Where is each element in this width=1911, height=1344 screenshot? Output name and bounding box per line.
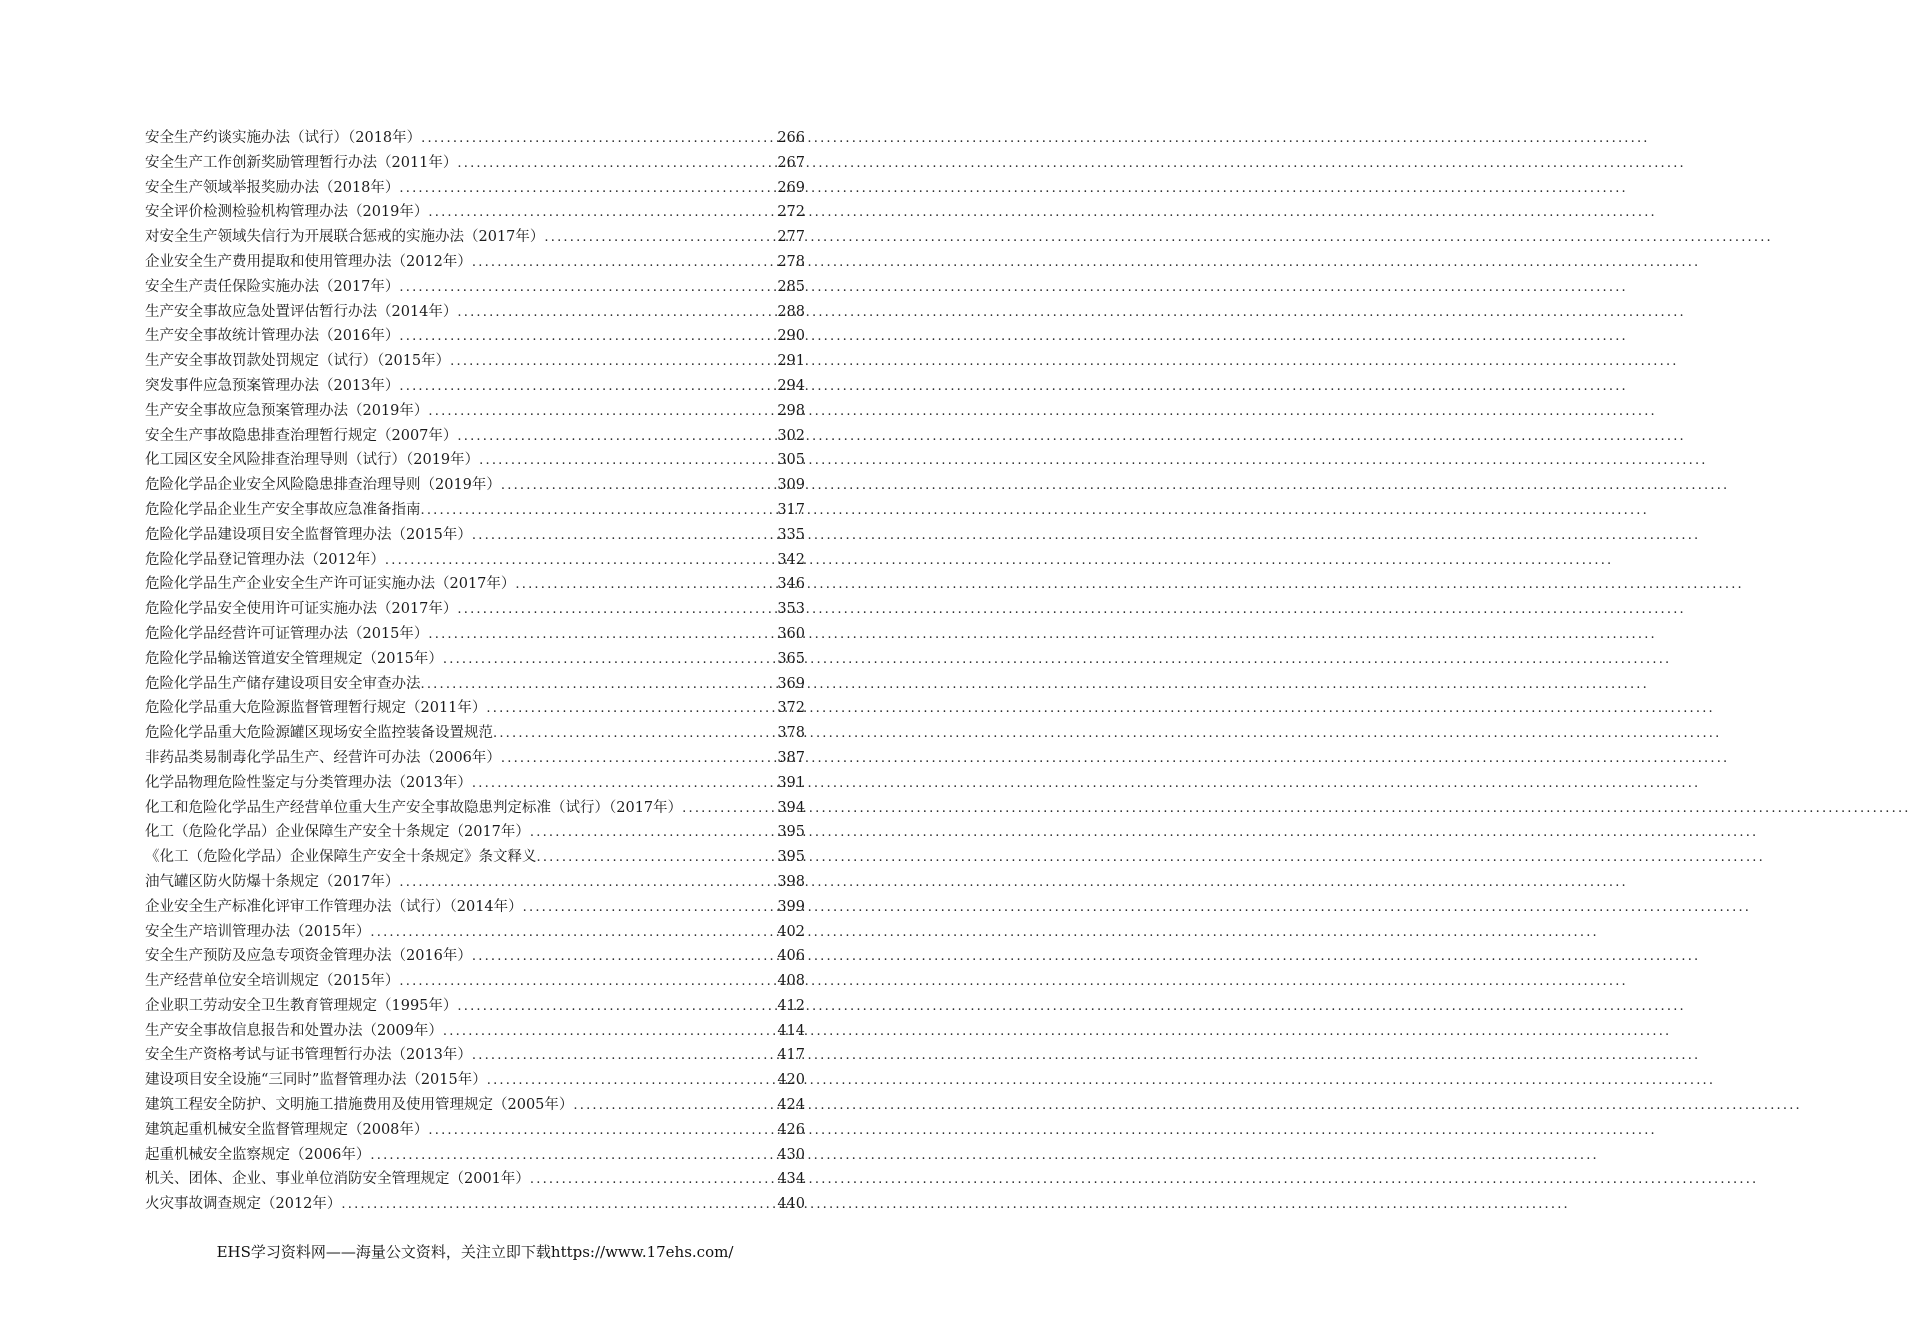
toc-dot-leader bbox=[457, 301, 775, 326]
toc-entry[interactable] bbox=[145, 622, 805, 647]
toc-entry-title: 危险化学品登记管理办法（2012年） bbox=[145, 551, 385, 568]
toc-entry[interactable] bbox=[145, 820, 805, 845]
toc-entry-page: 372 bbox=[777, 700, 805, 717]
toc-entry-title: 化工（危险化学品）企业保障生产安全十条规定（2017年） bbox=[145, 824, 530, 841]
toc-dot-leader bbox=[501, 747, 775, 772]
toc-dot-leader bbox=[530, 821, 775, 846]
toc-entry-page: 285 bbox=[777, 278, 805, 295]
toc-dot-leader bbox=[472, 945, 775, 970]
toc-entry-page: 426 bbox=[777, 1121, 805, 1138]
toc-dot-leader bbox=[493, 722, 775, 747]
toc-entry-title: 化工园区安全风险排查治理导则（试行）（2019年） bbox=[145, 452, 480, 469]
toc-entry-title: 化工和危险化学品生产经营单位重大生产安全事故隐患判定标准（试行）（2017年） bbox=[145, 799, 683, 816]
toc-entry[interactable] bbox=[145, 424, 805, 449]
toc-entry-title: 建设项目安全设施“三同时”监督管理办法（2015年） bbox=[145, 1072, 487, 1089]
toc-dot-leader bbox=[450, 350, 775, 375]
toc-entry-page: 440 bbox=[777, 1196, 805, 1213]
toc-entry[interactable] bbox=[145, 1192, 805, 1217]
toc-entry[interactable] bbox=[145, 498, 805, 523]
toc-dot-leader bbox=[399, 177, 775, 202]
toc-entry-page: 406 bbox=[777, 948, 805, 965]
toc-dot-leader bbox=[457, 995, 775, 1020]
toc-dot-leader bbox=[385, 549, 775, 574]
toc-entry[interactable] bbox=[145, 746, 805, 771]
toc-entry-page: 266 bbox=[777, 130, 805, 146]
toc-entry-title: 安全生产事故隐患排查治理暂行规定（2007年） bbox=[145, 427, 458, 444]
toc-dot-leader bbox=[428, 623, 775, 648]
toc-entry-page: 424 bbox=[777, 1097, 805, 1114]
toc-dot-leader bbox=[487, 1069, 776, 1094]
document-page bbox=[0, 0, 950, 1344]
toc-entry-title: 企业职工劳动安全卫生教育管理规定（1995年） bbox=[145, 997, 458, 1014]
toc-entry-page: 342 bbox=[777, 551, 805, 568]
toc-dot-leader bbox=[428, 1119, 775, 1144]
toc-entry[interactable] bbox=[145, 845, 805, 870]
toc-entry-page: 417 bbox=[777, 1047, 805, 1064]
toc-entry[interactable] bbox=[145, 969, 805, 994]
toc-entry-page: 277 bbox=[777, 229, 805, 246]
toc-entry-title: 火灾事故调查规定（2012年） bbox=[145, 1196, 342, 1213]
table-of-contents bbox=[145, 126, 805, 1217]
toc-entry[interactable] bbox=[145, 672, 805, 697]
toc-entry-page: 360 bbox=[777, 625, 805, 642]
toc-entry-page: 298 bbox=[777, 402, 805, 419]
toc-dot-leader bbox=[457, 152, 775, 177]
toc-entry-title: 企业安全生产标准化评审工作管理办法（试行）（2014年） bbox=[145, 898, 523, 915]
toc-dot-leader bbox=[399, 325, 775, 350]
toc-entry-title: 生产安全事故统计管理办法（2016年） bbox=[145, 328, 400, 345]
toc-entry-title: 《化工（危险化学品）企业保障生产安全十条规定》条文释义 bbox=[145, 849, 537, 866]
toc-entry-title: 安全生产资格考试与证书管理暂行办法（2013年） bbox=[145, 1047, 472, 1064]
toc-entry-page: 290 bbox=[777, 328, 805, 345]
toc-dot-leader bbox=[370, 921, 775, 946]
toc-dot-leader bbox=[682, 797, 775, 822]
toc-entry-title: 危险化学品企业生产安全事故应急准备指南 bbox=[145, 501, 421, 518]
toc-entry[interactable] bbox=[145, 1093, 805, 1118]
toc-entry-title: 生产安全事故应急预案管理办法（2019年） bbox=[145, 402, 429, 419]
toc-entry-title: 机关、团体、企业、事业单位消防安全管理规定（2001年） bbox=[145, 1171, 530, 1188]
toc-entry[interactable] bbox=[145, 796, 805, 821]
toc-dot-leader bbox=[399, 871, 775, 896]
toc-dot-leader bbox=[573, 1094, 775, 1119]
toc-entry-title: 危险化学品安全使用许可证实施办法（2017年） bbox=[145, 601, 458, 618]
toc-entry[interactable] bbox=[145, 572, 805, 597]
toc-entry-page: 272 bbox=[777, 204, 805, 221]
toc-entry-title: 生产安全事故应急处置评估暂行办法（2014年） bbox=[145, 303, 458, 320]
toc-entry-title: 化学品物理危险性鉴定与分类管理办法（2013年） bbox=[145, 774, 472, 791]
toc-entry-page: 408 bbox=[777, 973, 805, 990]
toc-entry[interactable] bbox=[145, 250, 805, 275]
toc-entry-page: 414 bbox=[777, 1022, 805, 1039]
toc-entry-title: 危险化学品输送管道安全管理规定（2015年） bbox=[145, 650, 443, 667]
toc-dot-leader bbox=[399, 970, 775, 995]
toc-entry[interactable] bbox=[145, 399, 805, 424]
toc-entry-page: 335 bbox=[777, 526, 805, 543]
toc-entry-page: 394 bbox=[777, 799, 805, 816]
toc-entry[interactable] bbox=[145, 374, 805, 399]
toc-entry-page: 434 bbox=[777, 1171, 805, 1188]
toc-entry-page: 353 bbox=[777, 601, 805, 618]
footer-banner[interactable]: EHS学习资料网——海量公文资料，关注立即下载https://www.17ehs.com/ bbox=[216, 1243, 734, 1261]
toc-dot-leader bbox=[421, 673, 776, 698]
toc-entry-page: 309 bbox=[777, 477, 805, 494]
toc-entry-title: 安全生产约谈实施办法（试行）（2018年） bbox=[145, 130, 422, 146]
toc-entry-title: 安全生产领域举报奖励办法（2018年） bbox=[145, 179, 400, 196]
toc-entry[interactable] bbox=[145, 870, 805, 895]
toc-dot-leader bbox=[421, 127, 775, 152]
toc-entry-title: 危险化学品生产企业安全生产许可证实施办法（2017年） bbox=[145, 576, 516, 593]
toc-entry[interactable] bbox=[145, 895, 805, 920]
toc-entry[interactable] bbox=[145, 448, 805, 473]
toc-dot-leader bbox=[544, 226, 775, 251]
toc-entry[interactable] bbox=[145, 1019, 805, 1044]
toc-entry-page: 378 bbox=[777, 725, 805, 742]
toc-entry-page: 399 bbox=[777, 898, 805, 915]
toc-dot-leader bbox=[370, 1144, 775, 1169]
toc-entry[interactable] bbox=[145, 548, 805, 573]
toc-entry-title: 危险化学品企业安全风险隐患排查治理导则（2019年） bbox=[145, 477, 501, 494]
toc-entry-title: 对安全生产领域失信行为开展联合惩戒的实施办法（2017年） bbox=[145, 229, 545, 246]
toc-dot-leader bbox=[443, 1020, 775, 1045]
toc-entry-title: 建筑工程安全防护、文明施工措施费用及使用管理规定（2005年） bbox=[145, 1097, 574, 1114]
toc-entry[interactable] bbox=[145, 994, 805, 1019]
toc-dot-leader bbox=[341, 1193, 775, 1218]
toc-entry-title: 安全生产责任保险实施办法（2017年） bbox=[145, 278, 400, 295]
toc-dot-leader bbox=[501, 474, 775, 499]
toc-entry[interactable] bbox=[145, 151, 805, 176]
toc-entry-page: 294 bbox=[777, 377, 805, 394]
toc-entry-title: 安全生产工作创新奖励管理暂行办法（2011年） bbox=[145, 154, 458, 171]
toc-entry[interactable] bbox=[145, 944, 805, 969]
toc-entry-title: 生产安全事故罚款处罚规定（试行）（2015年） bbox=[145, 353, 451, 370]
toc-entry[interactable] bbox=[145, 1143, 805, 1168]
toc-dot-leader bbox=[428, 201, 775, 226]
toc-dot-leader bbox=[428, 400, 775, 425]
toc-entry[interactable] bbox=[145, 771, 805, 796]
toc-entry[interactable] bbox=[145, 721, 805, 746]
toc-entry[interactable] bbox=[145, 225, 805, 250]
toc-entry-title: 安全生产培训管理办法（2015年） bbox=[145, 923, 371, 940]
toc-entry[interactable] bbox=[145, 1118, 805, 1143]
toc-entry-title: 非药品类易制毒化学品生产、经营许可办法（2006年） bbox=[145, 749, 501, 766]
toc-entry-page: 369 bbox=[777, 675, 805, 692]
toc-entry-page: 278 bbox=[777, 253, 805, 270]
toc-entry[interactable] bbox=[145, 349, 805, 374]
toc-entry-title: 危险化学品建设项目安全监督管理办法（2015年） bbox=[145, 526, 472, 543]
toc-entry-title: 起重机械安全监察规定（2006年） bbox=[145, 1146, 371, 1163]
toc-entry[interactable] bbox=[145, 300, 805, 325]
toc-entry[interactable] bbox=[145, 647, 805, 672]
toc-entry-page: 346 bbox=[777, 576, 805, 593]
toc-entry-page: 420 bbox=[777, 1072, 805, 1089]
toc-dot-leader bbox=[515, 573, 775, 598]
toc-entry[interactable] bbox=[145, 324, 805, 349]
toc-entry-page: 288 bbox=[777, 303, 805, 320]
toc-entry[interactable] bbox=[145, 1068, 805, 1093]
toc-dot-leader bbox=[472, 251, 775, 276]
toc-entry-page: 317 bbox=[777, 501, 805, 518]
toc-entry-page: 269 bbox=[777, 179, 805, 196]
toc-entry-page: 412 bbox=[777, 997, 805, 1014]
toc-entry[interactable] bbox=[145, 275, 805, 300]
toc-entry[interactable] bbox=[145, 1167, 805, 1192]
toc-entry-page: 402 bbox=[777, 923, 805, 940]
toc-dot-leader bbox=[457, 425, 775, 450]
toc-dot-leader bbox=[472, 524, 775, 549]
toc-entry-page: 391 bbox=[777, 774, 805, 791]
toc-entry-page: 365 bbox=[777, 650, 805, 667]
toc-entry-page: 305 bbox=[777, 452, 805, 469]
toc-entry[interactable] bbox=[145, 176, 805, 201]
toc-entry-title: 危险化学品生产储存建设项目安全审查办法 bbox=[145, 675, 421, 692]
toc-dot-leader bbox=[457, 598, 775, 623]
toc-entry-title: 生产经营单位安全培训规定（2015年） bbox=[145, 973, 400, 990]
toc-entry[interactable] bbox=[145, 126, 805, 151]
toc-entry-title: 建筑起重机械安全监督管理规定（2008年） bbox=[145, 1121, 429, 1138]
toc-entry-page: 395 bbox=[777, 849, 805, 866]
toc-dot-leader bbox=[472, 1044, 775, 1069]
toc-entry-title: 危险化学品重大危险源监督管理暂行规定（2011年） bbox=[145, 700, 487, 717]
toc-entry-title: 突发事件应急预案管理办法（2013年） bbox=[145, 377, 400, 394]
toc-entry-page: 387 bbox=[777, 749, 805, 766]
toc-entry-title: 安全生产预防及应急专项资金管理办法（2016年） bbox=[145, 948, 472, 965]
toc-entry[interactable] bbox=[145, 597, 805, 622]
toc-entry[interactable] bbox=[145, 696, 805, 721]
toc-entry-page: 398 bbox=[777, 873, 805, 890]
toc-dot-leader bbox=[523, 896, 776, 921]
toc-dot-leader bbox=[486, 697, 775, 722]
toc-dot-leader bbox=[421, 499, 776, 524]
toc-dot-leader bbox=[479, 449, 775, 474]
toc-dot-leader bbox=[472, 772, 775, 797]
toc-entry[interactable] bbox=[145, 1043, 805, 1068]
toc-entry[interactable] bbox=[145, 523, 805, 548]
toc-entry[interactable] bbox=[145, 473, 805, 498]
toc-entry-title: 油气罐区防火防爆十条规定（2017年） bbox=[145, 873, 400, 890]
toc-dot-leader bbox=[399, 276, 775, 301]
toc-entry-title: 危险化学品经营许可证管理办法（2015年） bbox=[145, 625, 429, 642]
toc-entry-page: 267 bbox=[777, 154, 805, 171]
toc-entry-page: 291 bbox=[777, 353, 805, 370]
toc-entry-title: 安全评价检测检验机构管理办法（2019年） bbox=[145, 204, 429, 221]
toc-entry-page: 395 bbox=[777, 824, 805, 841]
toc-dot-leader bbox=[530, 1168, 775, 1193]
toc-entry-title: 生产安全事故信息报告和处置办法（2009年） bbox=[145, 1022, 443, 1039]
toc-dot-leader bbox=[443, 648, 775, 673]
toc-entry[interactable] bbox=[145, 200, 805, 225]
toc-entry[interactable] bbox=[145, 920, 805, 945]
toc-entry-title: 企业安全生产费用提取和使用管理办法（2012年） bbox=[145, 253, 472, 270]
toc-entry-page: 430 bbox=[777, 1146, 805, 1163]
toc-entry-page: 302 bbox=[777, 427, 805, 444]
toc-entry-title: 危险化学品重大危险源罐区现场安全监控装备设置规范 bbox=[145, 725, 493, 742]
toc-dot-leader bbox=[399, 375, 775, 400]
toc-dot-leader bbox=[537, 846, 776, 871]
